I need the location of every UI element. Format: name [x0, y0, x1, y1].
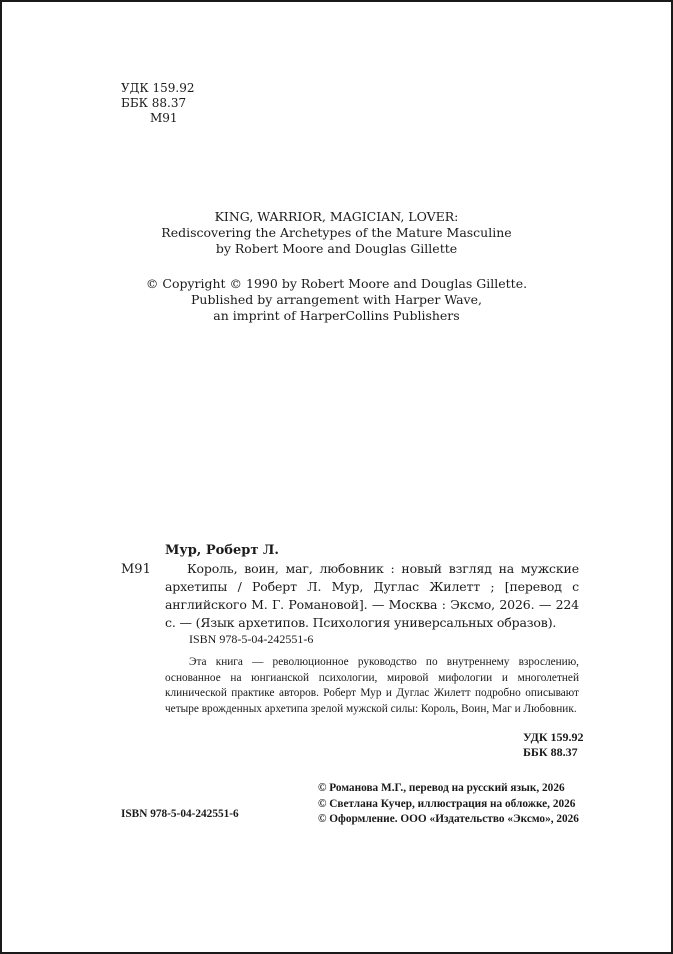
- original-title-block: [2, 209, 671, 257]
- design-rights: © Оформление. ООО «Издательство «Эксмо», 2026: [318, 813, 579, 825]
- author-mark: М91: [150, 111, 178, 125]
- original-copyright: © Copyright © 1990 by Robert Moore and Douglas Gillette.: [145, 276, 528, 291]
- bottom-bbk: ББК 88.37: [523, 745, 578, 759]
- original-copyright-block: [2, 276, 671, 324]
- catalog-description: [165, 560, 579, 632]
- annotation-text: Эта книга — революционное руководство по внутреннему взрослению, основанное на юнгианской психологии, мировой мифологии и многолетней клинической практике авторов. Роберт Мур и Дуглас Жилетт подробно описывают четыре врожденных архетипа зрелой мужской силы: Король, Воин, Маг и Любовник.: [165, 656, 579, 715]
- catalog-isbn: ISBN 978-5-04-242551-6: [189, 632, 314, 646]
- bbk-code: ББК 88.37: [121, 96, 187, 110]
- original-title: KING, WARRIOR, MAGICIAN, LOVER:: [214, 209, 459, 224]
- bottom-classification: [523, 730, 584, 760]
- illustration-rights: © Светлана Кучер, иллюстрация на обложке, 2026: [318, 797, 576, 810]
- translation-rights: © Романова М.Г., перевод на русский язык, 2026: [318, 782, 565, 794]
- udk-code: УДК 159.92: [121, 81, 195, 95]
- arrangement-note: Published by arrangement with Harper Wave,: [190, 292, 482, 307]
- rights-block: [318, 781, 579, 828]
- bottom-udk: УДК 159.92: [523, 730, 584, 744]
- catalog-description-text: Король, воин, маг, любовник : новый взгляд на мужские архетипы / Роберт Л. Мур, Дуглас Жилетт ; [перевод с английского М. Г. Романовой]. — Москва : Эксмо, 2026. — 224 с. — (Язык архетипов. Психология универсальных образов).: [165, 561, 579, 630]
- classification-block: [121, 81, 195, 126]
- original-subtitle: Rediscovering the Archetypes of the Mature Masculine: [161, 225, 512, 240]
- catalog-author: Мур, Роберт Л.: [165, 543, 279, 558]
- annotation-block: [165, 655, 579, 717]
- catalog-code: М91: [121, 562, 151, 577]
- bottom-isbn: ISBN 978-5-04-242551-6: [121, 808, 239, 820]
- original-authors: by Robert Moore and Douglas Gillette: [215, 241, 458, 256]
- imprint-note: an imprint of HarperCollins Publishers: [213, 308, 460, 323]
